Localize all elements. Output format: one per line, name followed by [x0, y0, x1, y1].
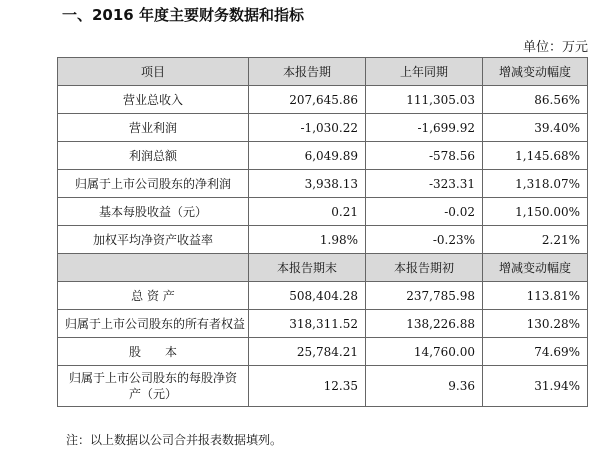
table-row [58, 170, 588, 198]
cell-previous: -0.23% [366, 226, 483, 254]
row-label: 营业总收入 [58, 86, 249, 114]
cell-current: 508,404.28 [249, 282, 366, 310]
cell-current: 318,311.52 [249, 310, 366, 338]
row-label: 利润总额 [58, 142, 249, 170]
row-label: 归属于上市公司股东的所有者权益 [58, 310, 249, 338]
cell-previous: 111,305.03 [366, 86, 483, 114]
cell-previous: -323.31 [366, 170, 483, 198]
cell-change: 113.81% [483, 282, 588, 310]
table-row [58, 226, 588, 254]
unit-label: 单位：万元 [522, 40, 588, 55]
cell-current: 25,784.21 [249, 338, 366, 366]
header-current-period: 本报告期 [249, 58, 366, 86]
cell-change: 2.21% [483, 226, 588, 254]
cell-current: -1,030.22 [249, 114, 366, 142]
row-label: 归属于上市公司股东的净利润 [58, 170, 249, 198]
table-row [58, 366, 588, 407]
table-row [58, 142, 588, 170]
cell-current: 207,645.86 [249, 86, 366, 114]
cell-current: 1.98% [249, 226, 366, 254]
cell-previous: 9.36 [366, 366, 483, 407]
row-label: 基本每股收益（元） [58, 198, 249, 226]
row-label: 营业利润 [58, 114, 249, 142]
subheader-item [58, 254, 249, 282]
cell-change: 31.94% [483, 366, 588, 407]
cell-previous: -1,699.92 [366, 114, 483, 142]
cell-change: 1,150.00% [483, 198, 588, 226]
page-title: 一、2016 年度主要财务数据和指标 [62, 6, 304, 24]
table-row [58, 198, 588, 226]
row-label: 归属于上市公司股东的每股净资产（元） [58, 366, 249, 407]
table-row [58, 86, 588, 114]
cell-change: 1,318.07% [483, 170, 588, 198]
header-change: 增减变动幅度 [483, 58, 588, 86]
cell-previous: 138,226.88 [366, 310, 483, 338]
cell-current: 0.21 [249, 198, 366, 226]
subheader-period-start: 本报告期初 [366, 254, 483, 282]
cell-previous: -0.02 [366, 198, 483, 226]
cell-change: 86.56% [483, 86, 588, 114]
table-row [58, 282, 588, 310]
cell-change: 130.28% [483, 310, 588, 338]
cell-previous: 237,785.98 [366, 282, 483, 310]
header-item: 项目 [58, 58, 249, 86]
row-label: 加权平均净资产收益率 [58, 226, 249, 254]
cell-current: 6,049.89 [249, 142, 366, 170]
row-label: 总 资 产 [58, 282, 249, 310]
cell-change: 1,145.68% [483, 142, 588, 170]
cell-change: 39.40% [483, 114, 588, 142]
cell-current: 12.35 [249, 366, 366, 407]
cell-previous: -578.56 [366, 142, 483, 170]
table-header-row [58, 58, 588, 86]
table-subheader-row [58, 254, 588, 282]
cell-change: 74.69% [483, 338, 588, 366]
header-previous-period: 上年同期 [366, 58, 483, 86]
table-row [58, 338, 588, 366]
table-row [58, 114, 588, 142]
subheader-period-end: 本报告期末 [249, 254, 366, 282]
cell-previous: 14,760.00 [366, 338, 483, 366]
subheader-change: 增减变动幅度 [483, 254, 588, 282]
table-row [58, 310, 588, 338]
financial-table [57, 57, 588, 407]
row-label: 股 本 [58, 338, 249, 366]
footnote: 注：以上数据以公司合并报表数据填列。 [66, 433, 283, 447]
cell-current: 3,938.13 [249, 170, 366, 198]
